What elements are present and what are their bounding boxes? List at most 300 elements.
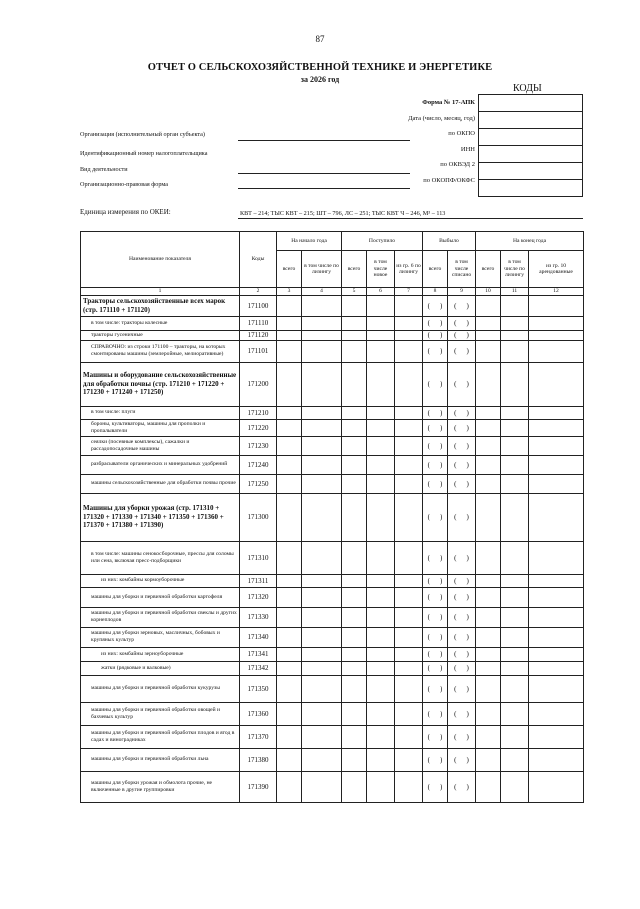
value-cell[interactable]	[395, 607, 423, 627]
value-cell[interactable]	[277, 419, 302, 436]
value-cell[interactable]	[476, 493, 501, 541]
organization-label: Организация (исполнительный орган субъекта)	[80, 131, 205, 138]
code-cell-inn[interactable]	[479, 146, 583, 163]
value-cell[interactable]	[367, 627, 395, 647]
row-code: 171120	[240, 330, 277, 340]
table-row	[81, 406, 584, 419]
value-cell[interactable]	[395, 725, 423, 748]
value-cell[interactable]	[367, 362, 395, 406]
paren-close: )	[440, 513, 443, 521]
value-cell[interactable]	[277, 316, 302, 330]
value-cell[interactable]	[367, 725, 395, 748]
value-cell[interactable]	[395, 493, 423, 541]
value-cell[interactable]	[302, 702, 342, 725]
value-cell[interactable]	[529, 771, 584, 802]
value-cell[interactable]	[367, 455, 395, 474]
value-cell-paren[interactable]	[448, 296, 476, 317]
value-cell[interactable]	[367, 661, 395, 675]
value-cell[interactable]	[476, 748, 501, 771]
value-cell[interactable]	[501, 587, 529, 607]
value-cell[interactable]	[367, 340, 395, 362]
value-cell[interactable]	[501, 419, 529, 436]
value-cell[interactable]	[529, 725, 584, 748]
value-cell[interactable]	[529, 436, 584, 455]
paren-close: )	[440, 479, 443, 488]
value-cell[interactable]	[501, 455, 529, 474]
value-cell-paren[interactable]	[448, 493, 476, 541]
value-cell[interactable]	[529, 455, 584, 474]
paren-close: )	[440, 301, 443, 310]
value-cell[interactable]	[277, 362, 302, 406]
code-cell-okpo[interactable]	[479, 129, 583, 146]
row-code: 171340	[240, 627, 277, 647]
row-name: из них: комбайны зерноуборочные	[81, 647, 240, 661]
value-cell[interactable]	[302, 661, 342, 675]
value-cell[interactable]	[501, 330, 529, 340]
paren-close: )	[466, 664, 469, 672]
value-cell[interactable]	[342, 406, 367, 419]
value-cell[interactable]	[476, 661, 501, 675]
value-cell[interactable]	[395, 748, 423, 771]
value-cell[interactable]	[277, 455, 302, 474]
value-cell[interactable]	[395, 419, 423, 436]
value-cell[interactable]	[395, 316, 423, 330]
value-cell-paren[interactable]	[448, 627, 476, 647]
value-cell[interactable]	[342, 675, 367, 702]
value-cell-paren[interactable]	[448, 675, 476, 702]
value-cell-paren[interactable]	[423, 455, 448, 474]
value-cell[interactable]	[277, 493, 302, 541]
value-cell[interactable]	[302, 455, 342, 474]
paren-close: )	[440, 755, 443, 764]
value-cell[interactable]	[395, 587, 423, 607]
value-cell[interactable]	[529, 362, 584, 406]
value-cell-paren[interactable]	[448, 607, 476, 627]
value-cell[interactable]	[501, 362, 529, 406]
value-cell-paren[interactable]	[423, 702, 448, 725]
value-cell[interactable]	[395, 436, 423, 455]
value-cell[interactable]	[342, 436, 367, 455]
value-cell[interactable]	[277, 541, 302, 574]
header-received-total: всего	[342, 251, 367, 288]
table-row	[81, 330, 584, 340]
value-cell[interactable]	[529, 574, 584, 587]
value-cell[interactable]	[302, 406, 342, 419]
value-cell-paren[interactable]	[448, 771, 476, 802]
legal-form-field[interactable]	[238, 188, 410, 189]
value-cell[interactable]	[501, 541, 529, 574]
value-cell[interactable]	[302, 748, 342, 771]
value-cell[interactable]	[367, 587, 395, 607]
value-cell[interactable]	[367, 574, 395, 587]
value-cell[interactable]	[342, 771, 367, 802]
value-cell[interactable]	[367, 474, 395, 493]
value-cell[interactable]	[476, 316, 501, 330]
value-cell[interactable]	[395, 541, 423, 574]
value-cell[interactable]	[395, 661, 423, 675]
paren-open: (	[454, 441, 457, 450]
value-cell-paren[interactable]	[423, 771, 448, 802]
value-cell[interactable]	[342, 607, 367, 627]
row-name: машины для уборки и первичной обработки кукурузы	[81, 675, 240, 702]
paren-close: )	[466, 650, 469, 658]
value-cell[interactable]	[501, 474, 529, 493]
value-cell[interactable]	[476, 607, 501, 627]
value-cell-paren[interactable]	[448, 436, 476, 455]
paren-close: )	[466, 380, 469, 388]
paren-open: (	[454, 513, 457, 521]
value-cell[interactable]	[367, 771, 395, 802]
value-cell-paren[interactable]	[448, 340, 476, 362]
value-cell[interactable]	[529, 748, 584, 771]
paren-close: )	[440, 593, 443, 601]
row-name: машины для уборки и первичной обработки свеклы и других корнеплодов	[81, 607, 240, 627]
okved-label: по ОКВЭД 2	[440, 161, 475, 168]
column-number: 1	[81, 288, 240, 296]
value-cell[interactable]	[302, 436, 342, 455]
value-cell[interactable]	[501, 607, 529, 627]
paren-open: (	[427, 553, 431, 562]
value-cell-paren[interactable]	[423, 541, 448, 574]
value-cell[interactable]	[395, 406, 423, 419]
value-cell[interactable]	[395, 474, 423, 493]
value-cell[interactable]	[529, 296, 584, 317]
units-underline	[238, 218, 583, 219]
value-cell-paren[interactable]	[448, 541, 476, 574]
value-cell[interactable]	[501, 661, 529, 675]
value-cell[interactable]	[342, 587, 367, 607]
value-cell[interactable]	[501, 675, 529, 702]
value-cell[interactable]	[476, 455, 501, 474]
value-cell[interactable]	[501, 771, 529, 802]
value-cell[interactable]	[277, 607, 302, 627]
row-code: 171380	[240, 748, 277, 771]
value-cell[interactable]	[501, 574, 529, 587]
value-cell-paren[interactable]	[423, 316, 448, 330]
value-cell[interactable]	[395, 574, 423, 587]
paren-close: )	[440, 613, 443, 621]
value-cell[interactable]	[342, 296, 367, 317]
value-cell[interactable]	[395, 362, 423, 406]
units-value: КВТ – 214; ТЫС КВТ – 215; ШТ – 796, ЛС – 251; ТЫС КВТ Ч – 246, М³ – 113	[240, 210, 446, 217]
value-cell[interactable]	[395, 455, 423, 474]
value-cell[interactable]	[342, 362, 367, 406]
value-cell[interactable]	[476, 647, 501, 661]
value-cell-paren[interactable]	[423, 493, 448, 541]
value-cell[interactable]	[367, 493, 395, 541]
paren-open: (	[454, 301, 457, 310]
value-cell-paren[interactable]	[448, 362, 476, 406]
value-cell-paren[interactable]	[423, 587, 448, 607]
value-cell-paren[interactable]	[448, 661, 476, 675]
value-cell[interactable]	[529, 316, 584, 330]
value-cell[interactable]	[529, 587, 584, 607]
value-cell[interactable]	[302, 647, 342, 661]
value-cell[interactable]	[342, 647, 367, 661]
value-cell[interactable]	[342, 419, 367, 436]
value-cell[interactable]	[476, 340, 501, 362]
row-code: 171110	[240, 316, 277, 330]
value-cell[interactable]	[476, 574, 501, 587]
value-cell[interactable]	[342, 330, 367, 340]
value-cell[interactable]	[476, 702, 501, 725]
value-cell[interactable]	[302, 474, 342, 493]
value-cell[interactable]	[501, 702, 529, 725]
value-cell[interactable]	[476, 587, 501, 607]
value-cell[interactable]	[529, 675, 584, 702]
value-cell-paren[interactable]	[423, 330, 448, 340]
value-cell[interactable]	[501, 436, 529, 455]
value-cell[interactable]	[395, 330, 423, 340]
value-cell-paren[interactable]	[423, 340, 448, 362]
header-start-leasing: в том числе по лизингу	[302, 251, 342, 288]
value-cell[interactable]	[277, 587, 302, 607]
row-code: 171360	[240, 702, 277, 725]
value-cell[interactable]	[367, 675, 395, 702]
column-number: 12	[529, 288, 584, 296]
table-row	[81, 661, 584, 675]
value-cell-paren[interactable]	[448, 330, 476, 340]
value-cell[interactable]	[342, 574, 367, 587]
value-cell[interactable]	[277, 702, 302, 725]
value-cell[interactable]	[277, 771, 302, 802]
date-label: Дата (число, месяц, год)	[408, 115, 475, 122]
row-code: 171300	[240, 493, 277, 541]
value-cell-paren[interactable]	[423, 474, 448, 493]
value-cell[interactable]	[367, 436, 395, 455]
value-cell[interactable]	[501, 725, 529, 748]
value-cell-paren[interactable]	[448, 587, 476, 607]
value-cell[interactable]	[302, 627, 342, 647]
value-cell[interactable]	[342, 455, 367, 474]
value-cell[interactable]	[277, 627, 302, 647]
row-name: Тракторы сельскохозяйственные всех марок (стр. 171110 + 171120)	[81, 296, 240, 317]
row-name: машины для уборки и первичной обработки картофеля	[81, 587, 240, 607]
value-cell[interactable]	[501, 627, 529, 647]
value-cell-paren[interactable]	[423, 436, 448, 455]
value-cell[interactable]	[302, 493, 342, 541]
value-cell[interactable]	[277, 474, 302, 493]
value-cell-paren[interactable]	[448, 316, 476, 330]
value-cell[interactable]	[395, 296, 423, 317]
value-cell[interactable]	[277, 436, 302, 455]
header-end-leasing: в том числе по лизингу	[501, 251, 529, 288]
value-cell[interactable]	[395, 771, 423, 802]
header-end-total: всего	[476, 251, 501, 288]
value-cell[interactable]	[529, 340, 584, 362]
paren-close: )	[466, 709, 469, 718]
code-cell-okved[interactable]	[479, 163, 583, 180]
paren-open: (	[427, 408, 431, 417]
value-cell[interactable]	[342, 725, 367, 748]
value-cell[interactable]	[367, 647, 395, 661]
paren-close: )	[440, 380, 443, 388]
value-cell-paren[interactable]	[448, 702, 476, 725]
column-number: 2	[240, 288, 277, 296]
activity-label: Вид деятельности	[80, 166, 128, 173]
value-cell[interactable]	[367, 607, 395, 627]
value-cell[interactable]	[529, 541, 584, 574]
activity-field[interactable]	[238, 173, 410, 174]
header-received: Поступило	[342, 232, 423, 251]
header-retired: Выбыло	[423, 232, 476, 251]
value-cell[interactable]	[302, 725, 342, 748]
paren-open: (	[427, 684, 431, 693]
value-cell-paren[interactable]	[448, 474, 476, 493]
row-code: 171240	[240, 455, 277, 474]
value-cell[interactable]	[529, 493, 584, 541]
paren-close: )	[440, 423, 443, 432]
value-cell-paren[interactable]	[423, 419, 448, 436]
value-cell[interactable]	[367, 406, 395, 419]
value-cell[interactable]	[342, 493, 367, 541]
value-cell[interactable]	[302, 419, 342, 436]
value-cell[interactable]	[476, 436, 501, 455]
value-cell-paren[interactable]	[423, 725, 448, 748]
value-cell[interactable]	[302, 316, 342, 330]
paren-open: (	[427, 613, 431, 621]
value-cell[interactable]	[367, 316, 395, 330]
code-cell-form[interactable]	[479, 95, 583, 112]
value-cell[interactable]	[367, 702, 395, 725]
value-cell[interactable]	[529, 330, 584, 340]
value-cell[interactable]	[367, 296, 395, 317]
paren-close: )	[440, 331, 443, 339]
row-name: машины для уборки зерновых, масличных, бобовых и крупяных культур	[81, 627, 240, 647]
value-cell[interactable]	[476, 627, 501, 647]
value-cell[interactable]	[302, 340, 342, 362]
value-cell-paren[interactable]	[423, 627, 448, 647]
value-cell[interactable]	[395, 675, 423, 702]
value-cell[interactable]	[277, 725, 302, 748]
value-cell[interactable]	[529, 702, 584, 725]
row-name: тракторы гусеничные	[81, 330, 240, 340]
value-cell[interactable]	[476, 541, 501, 574]
value-cell[interactable]	[277, 748, 302, 771]
inn-label: ИНН	[460, 146, 475, 153]
value-cell[interactable]	[342, 340, 367, 362]
paren-close: )	[440, 441, 443, 450]
value-cell[interactable]	[529, 607, 584, 627]
value-cell-paren[interactable]	[448, 647, 476, 661]
value-cell[interactable]	[529, 627, 584, 647]
value-cell[interactable]	[476, 725, 501, 748]
value-cell[interactable]	[529, 419, 584, 436]
value-cell[interactable]	[501, 647, 529, 661]
value-cell-paren[interactable]	[423, 661, 448, 675]
value-cell-paren[interactable]	[423, 607, 448, 627]
value-cell[interactable]	[501, 748, 529, 771]
value-cell[interactable]	[476, 362, 501, 406]
value-cell[interactable]	[476, 330, 501, 340]
value-cell[interactable]	[501, 493, 529, 541]
row-code: 171370	[240, 725, 277, 748]
table-row	[81, 316, 584, 330]
value-cell[interactable]	[277, 661, 302, 675]
value-cell[interactable]	[277, 406, 302, 419]
value-cell[interactable]	[367, 330, 395, 340]
table-row	[81, 587, 584, 607]
organization-field[interactable]	[238, 140, 410, 141]
value-cell[interactable]	[476, 474, 501, 493]
value-cell-paren[interactable]	[423, 574, 448, 587]
value-cell[interactable]	[302, 771, 342, 802]
value-cell[interactable]	[277, 675, 302, 702]
value-cell[interactable]	[395, 340, 423, 362]
value-cell[interactable]	[476, 419, 501, 436]
value-cell[interactable]	[302, 574, 342, 587]
value-cell-paren[interactable]	[448, 406, 476, 419]
value-cell[interactable]	[342, 627, 367, 647]
value-cell[interactable]	[476, 675, 501, 702]
value-cell[interactable]	[277, 340, 302, 362]
value-cell[interactable]	[476, 296, 501, 317]
code-cell-date[interactable]	[479, 112, 583, 129]
value-cell[interactable]	[395, 627, 423, 647]
value-cell[interactable]	[367, 419, 395, 436]
inn-left-label: Идентификационный номер налогоплательщика	[80, 150, 208, 157]
value-cell[interactable]	[501, 296, 529, 317]
value-cell[interactable]	[302, 541, 342, 574]
value-cell-paren[interactable]	[448, 725, 476, 748]
value-cell-paren[interactable]	[448, 748, 476, 771]
value-cell[interactable]	[277, 296, 302, 317]
value-cell[interactable]	[342, 702, 367, 725]
value-cell[interactable]	[342, 541, 367, 574]
row-code: 171390	[240, 771, 277, 802]
value-cell[interactable]	[395, 647, 423, 661]
value-cell[interactable]	[342, 474, 367, 493]
value-cell[interactable]	[342, 316, 367, 330]
value-cell[interactable]	[529, 474, 584, 493]
value-cell-paren[interactable]	[423, 748, 448, 771]
value-cell[interactable]	[277, 647, 302, 661]
column-number: 10	[476, 288, 501, 296]
value-cell[interactable]	[367, 541, 395, 574]
value-cell-paren[interactable]	[423, 406, 448, 419]
value-cell[interactable]	[501, 316, 529, 330]
value-cell-paren[interactable]	[448, 419, 476, 436]
value-cell[interactable]	[476, 406, 501, 419]
value-cell-paren[interactable]	[423, 675, 448, 702]
value-cell[interactable]	[367, 748, 395, 771]
value-cell[interactable]	[277, 330, 302, 340]
value-cell[interactable]	[277, 574, 302, 587]
code-cell-okopf[interactable]	[479, 180, 583, 197]
value-cell[interactable]	[302, 587, 342, 607]
value-cell-paren[interactable]	[423, 362, 448, 406]
value-cell[interactable]	[302, 330, 342, 340]
value-cell[interactable]	[302, 296, 342, 317]
value-cell-paren[interactable]	[448, 574, 476, 587]
value-cell[interactable]	[342, 748, 367, 771]
value-cell-paren[interactable]	[448, 455, 476, 474]
paren-close: )	[466, 423, 469, 432]
value-cell[interactable]	[501, 340, 529, 362]
value-cell[interactable]	[529, 647, 584, 661]
value-cell-paren[interactable]	[423, 296, 448, 317]
value-cell[interactable]	[302, 675, 342, 702]
value-cell[interactable]	[302, 607, 342, 627]
value-cell[interactable]	[501, 406, 529, 419]
value-cell[interactable]	[529, 406, 584, 419]
value-cell[interactable]	[302, 362, 342, 406]
value-cell[interactable]	[476, 771, 501, 802]
value-cell[interactable]	[395, 702, 423, 725]
value-cell-paren[interactable]	[423, 647, 448, 661]
value-cell[interactable]	[529, 661, 584, 675]
value-cell[interactable]	[342, 661, 367, 675]
